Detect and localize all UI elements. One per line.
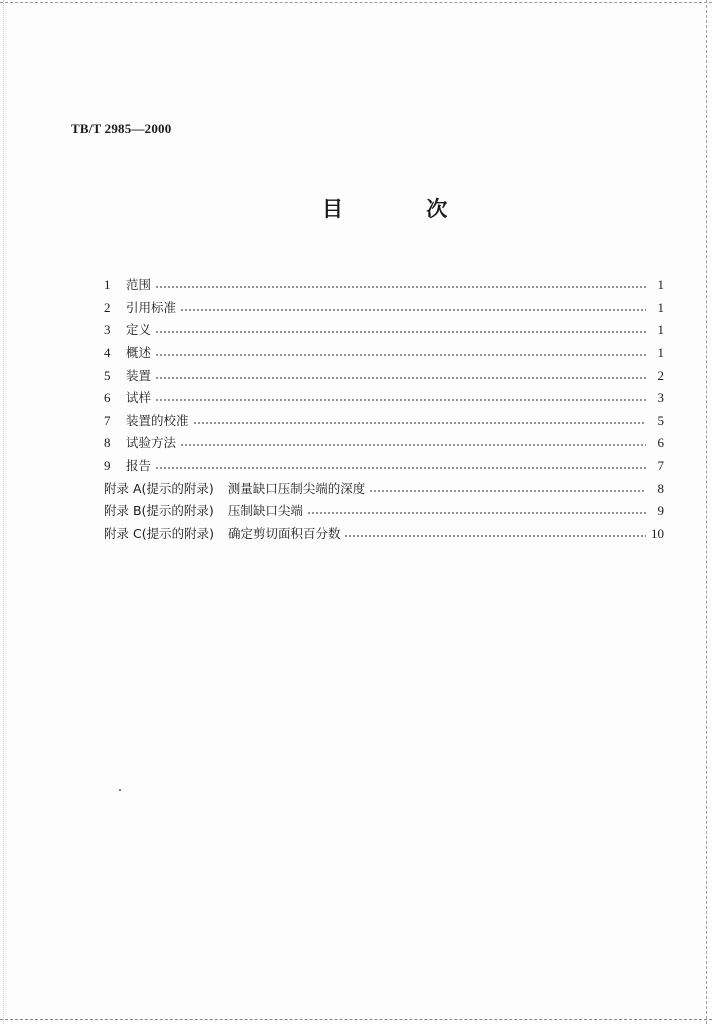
leader-dots: [155, 399, 646, 401]
leader-dots: [155, 331, 646, 333]
toc-entry-number: 6: [104, 390, 111, 406]
toc-entry-number: 7: [104, 412, 111, 428]
toc-entry-page: 7: [657, 458, 664, 474]
appendix-page: 8: [657, 480, 664, 496]
toc-entry-page: 3: [657, 390, 664, 406]
toc-entry-page: 6: [657, 435, 664, 451]
toc-entry[interactable]: [104, 274, 664, 297]
toc-entry-label: 试验方法: [126, 435, 177, 451]
toc-title: 目 次: [322, 197, 486, 221]
toc-entry[interactable]: [104, 364, 664, 387]
toc-entry-page: 1: [657, 345, 664, 361]
leader-dots: [155, 467, 646, 469]
appendix-page: 9: [657, 503, 664, 519]
toc-entry-number: 5: [104, 367, 111, 383]
toc-appendix-entry[interactable]: [104, 500, 664, 523]
leader-dots: [193, 422, 646, 424]
toc-entry-number: 8: [104, 435, 111, 451]
toc-entry[interactable]: [104, 342, 664, 365]
scan-speck: [119, 789, 121, 791]
toc-entry-label: 引用标准: [126, 299, 177, 315]
toc-entry-number: 9: [104, 458, 111, 474]
appendix-label: 确定剪切面积百分数: [227, 525, 341, 541]
leader-dots: [369, 490, 646, 492]
toc-entry-label: 试样: [126, 390, 152, 406]
toc-entry-label: 装置: [126, 367, 152, 383]
table-of-contents: [104, 274, 664, 545]
toc-entry-label: 范围: [126, 277, 152, 293]
leader-dots: [180, 309, 646, 311]
toc-entry[interactable]: [104, 387, 664, 410]
leader-dots: [155, 354, 646, 356]
toc-entry-label: 定义: [126, 322, 152, 338]
leader-dots: [155, 286, 646, 288]
toc-entry-number: 1: [104, 277, 111, 293]
toc-entry-number: 2: [104, 299, 111, 315]
toc-entry[interactable]: [104, 297, 664, 320]
toc-entry-label: 概述: [126, 345, 152, 361]
appendix-label: 压制缺口尖端: [227, 503, 303, 519]
scan-border-left: [3, 0, 4, 1024]
toc-entry-number: 3: [104, 322, 111, 338]
toc-entry[interactable]: [104, 319, 664, 342]
scan-border-right: [706, 0, 707, 1024]
appendix-prefix: 附录 B(提示的附录): [104, 503, 214, 519]
leader-dots: [155, 377, 646, 379]
appendix-prefix: 附录 A(提示的附录): [104, 480, 214, 496]
document-code: TB/T 2985—2000: [71, 121, 172, 136]
toc-entry-page: 1: [657, 322, 664, 338]
toc-entry-page: 1: [657, 299, 664, 315]
toc-entry-page: 1: [657, 277, 664, 293]
toc-entry[interactable]: [104, 432, 664, 455]
appendix-prefix: 附录 C(提示的附录): [104, 525, 214, 541]
toc-appendix-entry[interactable]: [104, 523, 664, 546]
toc-entry-page: 5: [657, 412, 664, 428]
appendix-label: 测量缺口压制尖端的深度: [227, 480, 366, 496]
leader-dots: [307, 512, 646, 514]
toc-entry-number: 4: [104, 345, 111, 361]
toc-entry-page: 2: [657, 367, 664, 383]
toc-entry-label: 装置的校准: [126, 412, 189, 428]
scan-border-bottom: [0, 1019, 712, 1020]
toc-appendix-entry[interactable]: [104, 477, 664, 500]
leader-dots: [344, 535, 646, 537]
scan-border-top: [0, 2, 712, 3]
toc-entry[interactable]: [104, 410, 664, 433]
leader-dots: [180, 444, 646, 446]
toc-entry[interactable]: [104, 455, 664, 478]
toc-entry-label: 报告: [126, 458, 152, 474]
appendix-page: 10: [651, 525, 664, 541]
